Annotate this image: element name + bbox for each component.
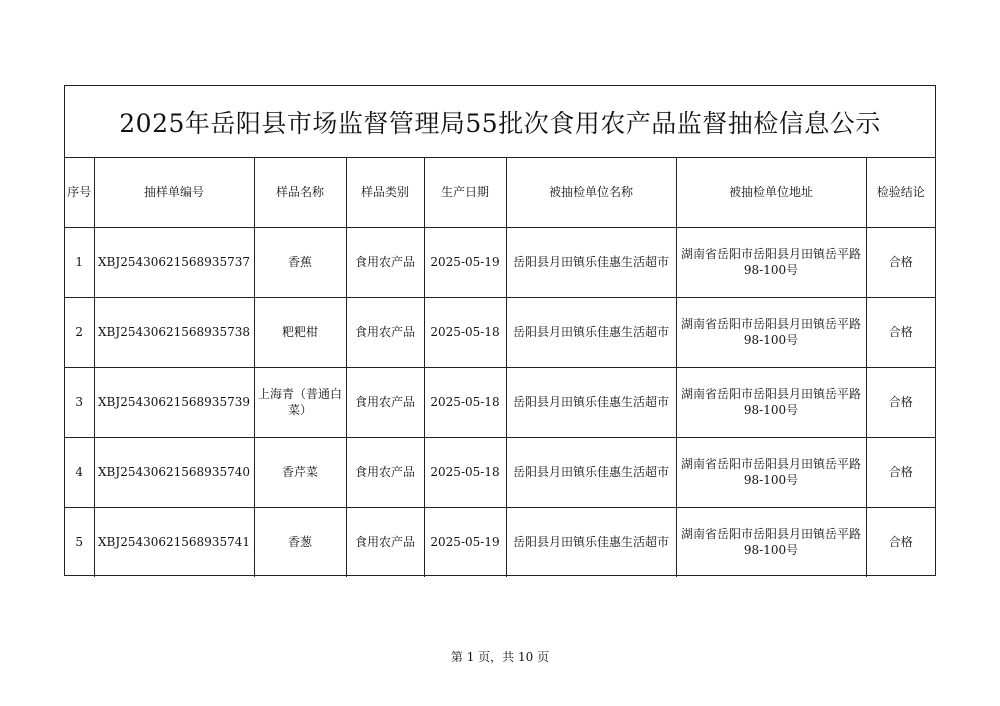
header-cell-no: 序号 — [65, 158, 94, 227]
cell-code: XBJ25430621568935738 — [94, 297, 254, 367]
header-cell-name: 样品名称 — [254, 158, 346, 227]
cell-code: XBJ25430621568935740 — [94, 437, 254, 507]
page-footer: 第 1 页，共 10 页 — [450, 650, 550, 664]
cell-unit: 岳阳县月田镇乐佳惠生活超市 — [506, 297, 676, 367]
table-row — [65, 507, 935, 577]
cell-category: 食用农产品 — [346, 297, 424, 367]
cell-name: 香葱 — [254, 507, 346, 577]
header-cell-category: 样品类别 — [346, 158, 424, 227]
cell-name: 上海青（普通白菜） — [254, 367, 346, 437]
cell-code: XBJ25430621568935741 — [94, 507, 254, 577]
cell-unit: 岳阳县月田镇乐佳惠生活超市 — [506, 367, 676, 437]
table-row — [65, 227, 935, 297]
cell-category: 食用农产品 — [346, 437, 424, 507]
cell-result: 合格 — [866, 437, 935, 507]
cell-no: 2 — [65, 297, 94, 367]
cell-date: 2025-05-19 — [424, 227, 506, 297]
cell-no: 3 — [65, 367, 94, 437]
header-cell-unit: 被抽检单位名称 — [506, 158, 676, 227]
cell-date: 2025-05-19 — [424, 507, 506, 577]
cell-code: XBJ25430621568935739 — [94, 367, 254, 437]
cell-address: 湖南省岳阳市岳阳县月田镇岳平路98-100号 — [676, 437, 866, 507]
table-row — [65, 297, 935, 367]
cell-name: 香芹菜 — [254, 437, 346, 507]
cell-unit: 岳阳县月田镇乐佳惠生活超市 — [506, 437, 676, 507]
cell-date: 2025-05-18 — [424, 367, 506, 437]
cell-name: 粑粑柑 — [254, 297, 346, 367]
cell-result: 合格 — [866, 297, 935, 367]
header-cell-code: 抽样单编号 — [94, 158, 254, 227]
header-row — [65, 158, 935, 227]
cell-address: 湖南省岳阳市岳阳县月田镇岳平路98-100号 — [676, 297, 866, 367]
table-row — [65, 367, 935, 437]
inspection-table-sheet — [64, 85, 936, 576]
page-title: 2025年岳阳县市场监督管理局55批次食用农产品监督抽检信息公示 — [65, 86, 935, 158]
cell-result: 合格 — [866, 367, 935, 437]
cell-address: 湖南省岳阳市岳阳县月田镇岳平路98-100号 — [676, 367, 866, 437]
cell-no: 5 — [65, 507, 94, 577]
cell-code: XBJ25430621568935737 — [94, 227, 254, 297]
inspection-table — [65, 158, 935, 577]
header-cell-result: 检验结论 — [866, 158, 935, 227]
cell-result: 合格 — [866, 507, 935, 577]
header-cell-address: 被抽检单位地址 — [676, 158, 866, 227]
cell-no: 1 — [65, 227, 94, 297]
cell-category: 食用农产品 — [346, 367, 424, 437]
cell-address: 湖南省岳阳市岳阳县月田镇岳平路98-100号 — [676, 507, 866, 577]
cell-category: 食用农产品 — [346, 227, 424, 297]
cell-result: 合格 — [866, 227, 935, 297]
cell-category: 食用农产品 — [346, 507, 424, 577]
cell-name: 香蕉 — [254, 227, 346, 297]
cell-date: 2025-05-18 — [424, 437, 506, 507]
cell-address: 湖南省岳阳市岳阳县月田镇岳平路98-100号 — [676, 227, 866, 297]
header-cell-date: 生产日期 — [424, 158, 506, 227]
cell-unit: 岳阳县月田镇乐佳惠生活超市 — [506, 227, 676, 297]
cell-unit: 岳阳县月田镇乐佳惠生活超市 — [506, 507, 676, 577]
table-row — [65, 437, 935, 507]
cell-date: 2025-05-18 — [424, 297, 506, 367]
cell-no: 4 — [65, 437, 94, 507]
